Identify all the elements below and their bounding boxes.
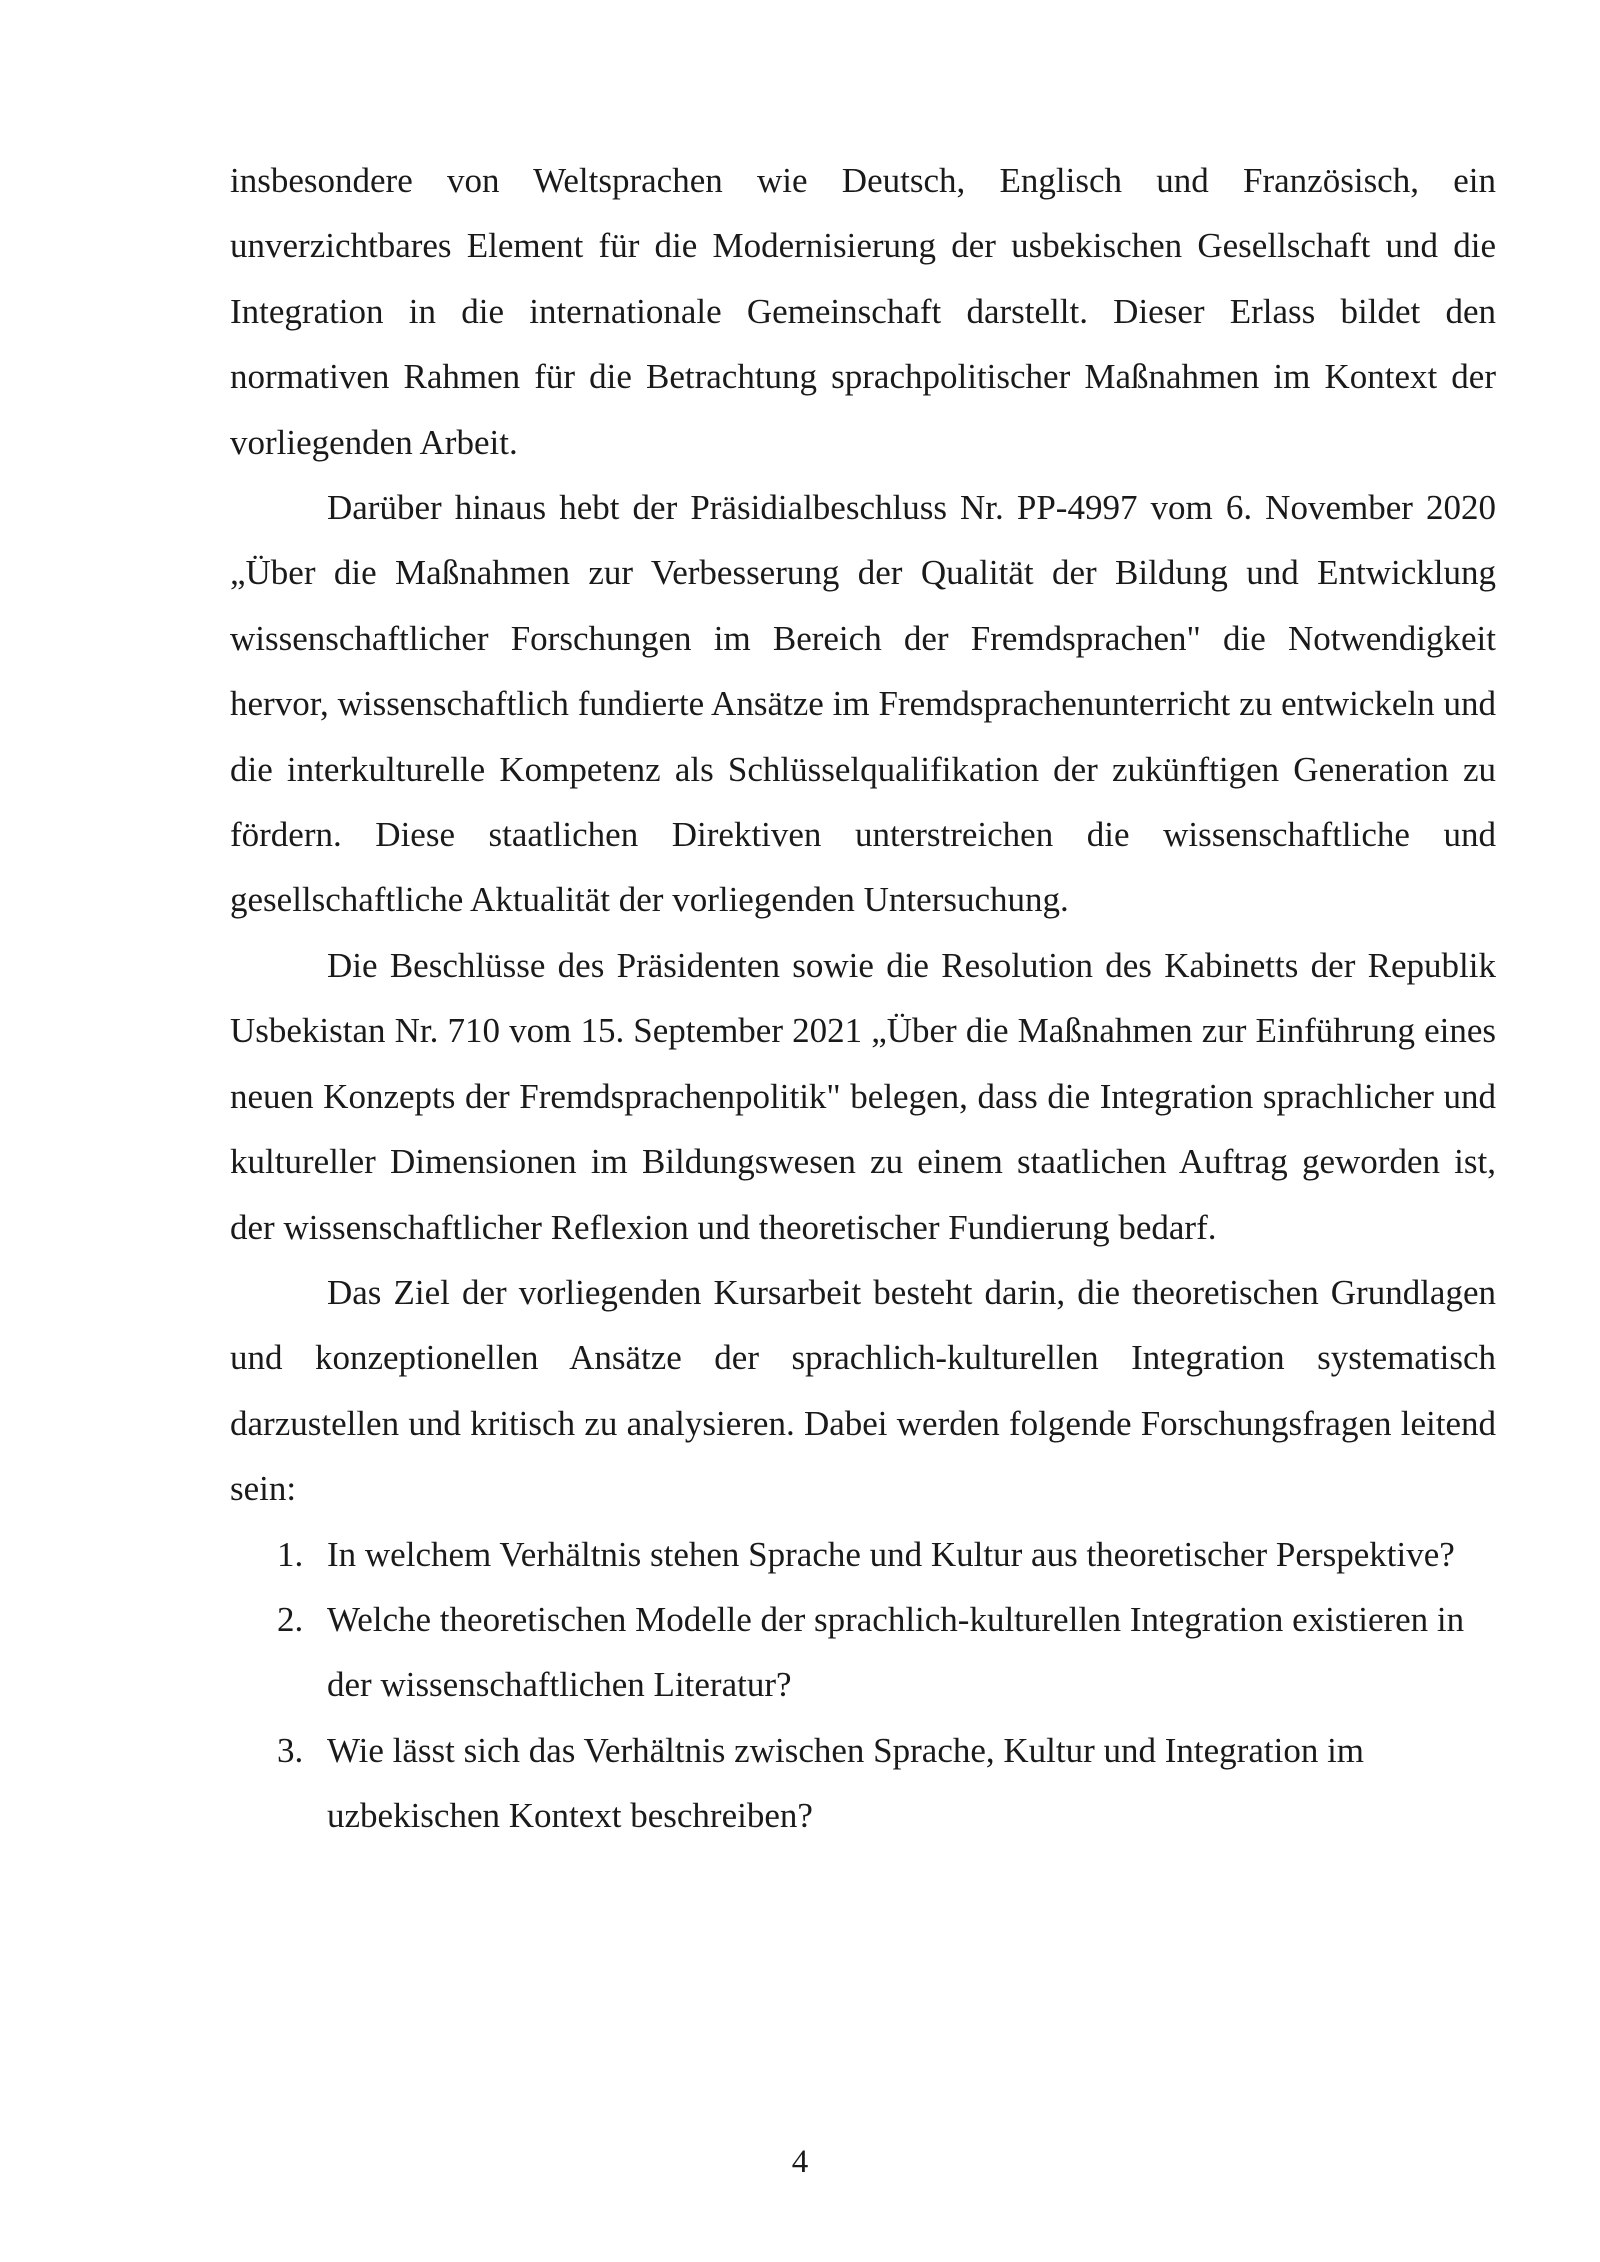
list-item [230,1718,1496,1849]
list-item-number: 1. [277,1534,304,1574]
page-body [230,148,1496,1849]
page-number: 4 [791,2144,809,2180]
list-item-number: 2. [277,1599,304,1639]
list-item-number: 3. [277,1730,304,1770]
paragraph-presidential-resolution: Darüber hinaus hebt der Präsidialbeschluss Nr. PP-4997 vom 6. November 2020 „Über die Maßnahmen zur Verbesserung der Qualität der Bildung und Entwicklung wissenschaftlicher Forschungen im Bereich der Fremdsprachen" die Notwendigkeit hervor, wissenschaftlich fundierte Ansätze im Fremdsprachenunterricht zu entwickeln und die interkulturelle Kompetenz als Schlüsselqualifikation der zukünftigen Generation zu fördern. Diese staatlichen Direktiven unterstreichen die wissenschaftliche und gesellschaftliche Aktualität der vorliegenden Untersuchung. [230,488,1496,920]
paragraph-research-aim: Das Ziel der vorliegenden Kursarbeit besteht darin, die theoretischen Grundlagen und konzeptionellen Ansätze der sprachlich-kulturellen Integration systematisch darzustellen und kritisch zu analysieren. Dabei werden folgende Forschungsfragen leitend sein: [230,1272,1496,1509]
list-item-text: In welchem Verhältnis stehen Sprache und Kultur aus theoretischer Perspektive? [327,1534,1455,1574]
list-item [230,1587,1496,1718]
paragraph-continuation: insbesondere von Weltsprachen wie Deutsch, Englisch und Französisch, ein unverzichtbares Element für die Modernisierung der usbekischen Gesellschaft und die Integration in die internationale Gemeinschaft darstellt. Dieser Erlass bildet den normativen Rahmen für die Betrachtung sprachpolitischer Maßnahmen im Kontext der vorliegenden Arbeit. [230,161,1496,462]
list-item [230,1522,1496,1587]
paragraph-cabinet-resolution: Die Beschlüsse des Präsidenten sowie die Resolution des Kabinetts der Republik Usbekistan Nr. 710 vom 15. September 2021 „Über die Maßnahmen zur Einführung eines neuen Konzepts der Fremdsprachenpolitik" belegen, dass die Integration sprachlicher und kultureller Dimensionen im Bildungswesen zu einem staatlichen Auftrag geworden ist, der wissenschaftlicher Reflexion und theoretischer Fundierung bedarf. [230,945,1496,1247]
list-item-text: Welche theoretischen Modelle der sprachlich-kulturellen Integration existieren in der wissenschaftlichen Literatur? [327,1599,1465,1705]
research-questions-list [230,1522,1496,1849]
list-item-text: Wie lässt sich das Verhältnis zwischen Sprache, Kultur und Integration im uzbekischen Kontext beschreiben? [327,1730,1365,1836]
